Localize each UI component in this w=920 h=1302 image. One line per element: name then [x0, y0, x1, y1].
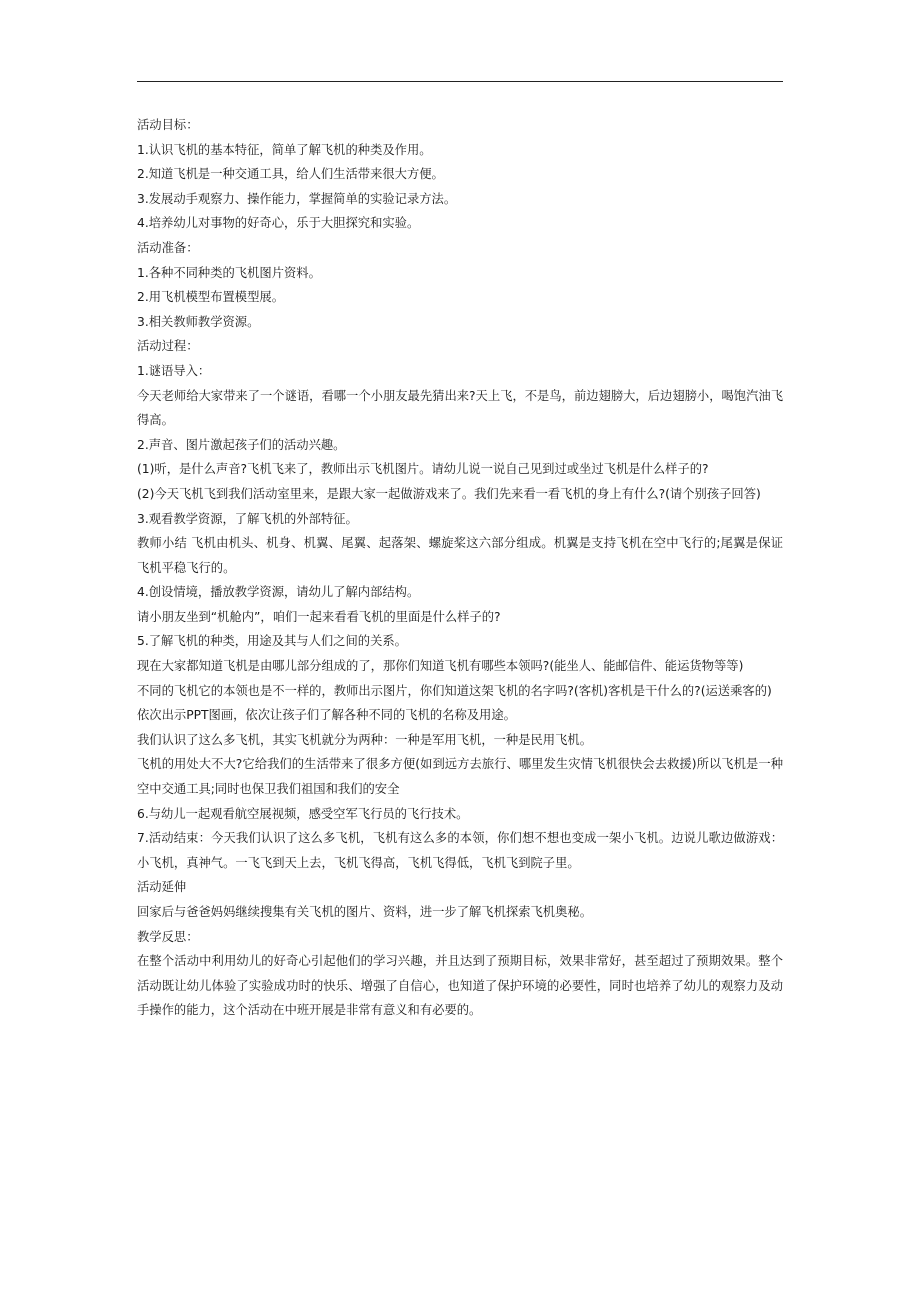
document-body: [137, 113, 783, 1023]
process-step-2-sub-1: (1)听，是什么声音?飞机飞来了，教师出示飞机图片。请幼儿说一说自己见到过或坐过飞机是什么样子的?: [137, 462, 709, 477]
process-step-6-title: 6.与幼儿一起观看航空展视频，感受空军飞行员的飞行技术。: [137, 806, 469, 821]
preparation-item-2: 2.用飞机模型布置模型展。: [137, 290, 284, 305]
process-step-3-summary: 教师小结 飞机由机头、机身、机翼、尾翼、起落架、螺旋桨这六部分组成。机翼是支持飞机在空中飞行的;尾翼是保证飞机平稳飞行的。: [137, 536, 783, 575]
process-step-1-text: 今天老师给大家带来了一个谜语，看哪一个小朋友最先猜出来?天上飞，不是鸟，前边翅膀大，后边翅膀小，喝饱汽油飞得高。: [137, 388, 783, 428]
process-step-5-text-4: 我们认识了这么多飞机，其实飞机就分为两种：一种是军用飞机，一种是民用飞机。: [137, 732, 592, 747]
reflection-text: 在整个活动中利用幼儿的好奇心引起他们的学习兴趣，并且达到了预期目标，效果非常好，甚至超过了预期效果。整个活动既让幼儿体验了实验成功时的快乐、增强了自信心，也知道了保护环境的必要性，同时也培养了幼儿的观察力及动手操作的能力，这个活动在中班开展是非常有意义和有必要的。: [137, 954, 783, 1018]
section-heading-extension: 活动延伸: [137, 880, 187, 895]
process-step-5-text-5: 飞机的用处大不大?它给我们的生活带来了很多方便(如到远方去旅行、哪里发生灾情飞机很快会去救援)所以飞机是一种空中交通工具;同时也保卫我们祖国和我们的安全: [137, 757, 783, 797]
goal-item-2: 2.知道飞机是一种交通工具，给人们生活带来很大方便。: [137, 167, 444, 182]
process-step-3-title: 3.观看教学资源，了解飞机的外部特征。: [137, 511, 358, 526]
process-step-5-text-1: 现在大家都知道飞机是由哪儿部分组成的了，那你们知道飞机有哪些本领吗?(能坐人、能邮信件、能运货物等等): [137, 659, 744, 674]
section-heading-preparation: 活动准备：: [137, 240, 199, 255]
process-step-4-title: 4.创设情境，播放教学资源，请幼儿了解内部结构。: [137, 585, 420, 600]
section-heading-reflection: 教学反思：: [137, 929, 199, 944]
preparation-item-1: 1.各种不同种类的飞机图片资料。: [137, 265, 321, 280]
process-step-5-text-3: 依次出示PPT图画，依次让孩子们了解各种不同的飞机的名称及用途。: [137, 708, 516, 723]
process-step-2-sub-2: (2)今天飞机飞到我们活动室里来，是跟大家一起做游戏来了。我们先来看一看飞机的身上有什么?(请个别孩子回答): [137, 486, 761, 501]
process-step-4-text: 请小朋友坐到“机舱内”，咱们一起来看看飞机的里面是什么样子的?: [137, 609, 501, 624]
goal-item-1: 1.认识飞机的基本特征，简单了解飞机的种类及作用。: [137, 142, 432, 157]
section-heading-goals: 活动目标：: [137, 118, 199, 132]
process-step-1-title: 1.谜语导入：: [137, 363, 211, 378]
header-rule: [137, 81, 783, 82]
preparation-item-3: 3.相关教师教学资源。: [137, 314, 260, 329]
process-step-5-text-2: 不同的飞机它的本领也是不一样的，教师出示图片，你们知道这架飞机的名字吗?(客机)客机是干什么的?(运送乘客的): [137, 683, 772, 698]
process-step-5-title: 5.了解飞机的种类，用途及其与人们之间的关系。: [137, 634, 407, 649]
goal-item-3: 3.发展动手观察力、操作能力，掌握简单的实验记录方法。: [137, 191, 457, 206]
goal-item-4: 4.培养幼儿对事物的好奇心，乐于大胆探究和实验。: [137, 216, 420, 231]
process-step-2-title: 2.声音、图片激起孩子们的活动兴趣。: [137, 437, 346, 452]
extension-text: 回家后与爸爸妈妈继续搜集有关飞机的图片、资料，进一步了解飞机探索飞机奥秘。: [137, 905, 592, 919]
process-step-7-text: 7.活动结束：今天我们认识了这么多飞机，飞机有这么多的本领，你们想不想也变成一架小飞机。边说儿歌边做游戏：小飞机，真神气。一飞飞到天上去，飞机飞得高，飞机飞得低，飞机飞到院子里。: [137, 831, 783, 870]
section-heading-process: 活动过程：: [137, 339, 199, 354]
